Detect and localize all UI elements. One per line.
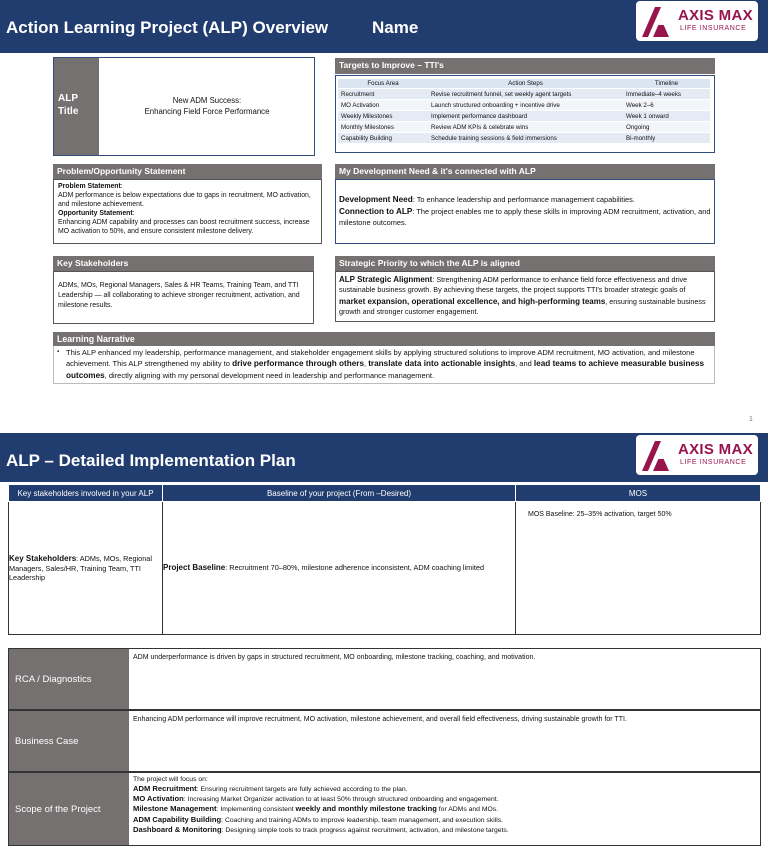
table-row bbox=[338, 111, 710, 122]
tti-cell: Revise recruitment funnel, set weekly agent targets bbox=[428, 89, 623, 100]
narrative-text-2: , directly aligning with my personal development need in leadership and performance management. bbox=[104, 370, 435, 380]
bullet-icon: ▪ bbox=[57, 349, 60, 355]
scope-item-text-2: for ADMs and MOs. bbox=[436, 806, 499, 814]
logo bbox=[636, 435, 758, 475]
tti-cell: Bi-monthly bbox=[623, 133, 710, 144]
list-item bbox=[133, 815, 754, 825]
targets-table bbox=[338, 79, 710, 143]
baseline-cell bbox=[163, 502, 516, 635]
col-mos: MOS bbox=[516, 485, 761, 502]
alp-title-value bbox=[100, 58, 314, 155]
table-row bbox=[338, 133, 710, 144]
rca-text: ADM underperformance is driven by gaps in structured recruitment, MO onboarding, milestone tracking, coaching, and motivation. bbox=[133, 654, 536, 661]
mos-cell bbox=[516, 502, 761, 635]
table-row bbox=[9, 502, 761, 635]
col-baseline: Baseline of your project (From –Desired) bbox=[163, 485, 516, 502]
development-need-text: : To enhance leadership and performance management capabilities. bbox=[412, 195, 635, 204]
stakeholders-cell-label: Key Stakeholders bbox=[9, 553, 77, 563]
scope-item-text: : Designing simple tools to track progress against recruitment, activation, and milestone targets. bbox=[221, 826, 509, 834]
scope-item-bold: weekly and monthly milestone tracking bbox=[295, 804, 437, 814]
tti-cell: Week 2–6 bbox=[623, 100, 710, 111]
tti-cell: Launch structured onboarding + incentive drive bbox=[428, 100, 623, 111]
problem-statement-text: ADM performance is below expectations due to gaps in recruitment, MO activation, and milestone achievement. bbox=[58, 191, 311, 208]
alp-title-label: ALP Title bbox=[58, 93, 79, 117]
tti-cell: Monthly Milestones bbox=[338, 122, 428, 133]
axis-max-logo-icon bbox=[642, 439, 674, 471]
tti-cell: Ongoing bbox=[623, 122, 710, 133]
scope-text bbox=[133, 776, 754, 835]
page-number: 1 bbox=[749, 416, 753, 423]
development-need-label: Development Need bbox=[339, 195, 413, 204]
col-stakeholders: Key stakeholders involved in your ALP bbox=[9, 485, 163, 502]
tti-cell: Week 1 onward bbox=[623, 111, 710, 122]
scope-item-label: Milestone Management bbox=[133, 804, 217, 814]
tti-cell: Recruitment bbox=[338, 89, 428, 100]
baseline-cell-label: Project Baseline bbox=[163, 563, 226, 572]
targets-header: Targets to Improve – TTI's bbox=[335, 58, 715, 74]
stakeholders-header: Key Stakeholders bbox=[53, 256, 314, 271]
opportunity-statement-label: Opportunity Statement bbox=[58, 209, 133, 217]
list-item bbox=[133, 794, 754, 804]
business-row bbox=[8, 710, 761, 772]
logo-brand: AXIS MAX bbox=[678, 441, 753, 458]
strategic-text-2: , ensuring sustainable business growth and stronger customer engagement. bbox=[339, 296, 706, 316]
list-item bbox=[133, 825, 754, 835]
business-text: Enhancing ADM performance will improve recruitment, MO activation, milestone achievement, and overall field effectiveness, driving sustainable growth for TTI. bbox=[133, 716, 627, 723]
scope-item-label: ADM Recruitment bbox=[133, 784, 197, 794]
alp-title-line-1: New ADM Success: bbox=[172, 96, 242, 105]
tti-col-timeline: Timeline bbox=[623, 79, 710, 89]
scope-item-text: : Implementing consistent bbox=[216, 806, 296, 814]
tti-cell: Schedule training sessions & field immersions bbox=[428, 133, 623, 144]
tti-cell: Implement performance dashboard bbox=[428, 111, 623, 122]
opportunity-statement-text: Enhancing ADM capability and processes can boost recruitment success, increase MO activation to 50%, and ensure consistent milestone delivery. bbox=[58, 218, 310, 235]
scope-item-label: MO Activation bbox=[133, 794, 184, 804]
strategic-box bbox=[335, 271, 715, 322]
narrative-header: Learning Narrative bbox=[53, 332, 715, 346]
name-label: Name bbox=[372, 18, 419, 37]
scope-item-text: : Ensuring recruitment targets are fully achieved according to the plan. bbox=[196, 786, 408, 794]
tti-cell: MO Activation bbox=[338, 100, 428, 111]
mos-cell-text: MOS Baseline: 25–35% activation, target 50% bbox=[528, 511, 672, 518]
scope-item-text: : Increasing Market Organizer activation to at least 50% through structured onboarding and engagement. bbox=[183, 796, 499, 804]
narrative-text-1: This ALP enhanced my leadership, performance management, and stakeholder engagement skills by applying structured solutions to improve ADM recruitment, MO activation, and milestone achievement. This ALP strengthened my ability to bbox=[66, 348, 695, 369]
stakeholders-text: ADMs, MOs, Regional Managers, Sales & HR Teams, Training Team, and TTI Leadership — all collaborating to achieve stronger recruitment, activation, and milestone results. bbox=[58, 282, 300, 309]
table-row bbox=[338, 89, 710, 100]
logo bbox=[636, 1, 758, 41]
strategic-bold: market expansion, operational excellence, and high-performing teams bbox=[339, 296, 606, 306]
connection-to-alp bbox=[339, 207, 710, 227]
alp-title-label-cell bbox=[54, 58, 99, 155]
scope-label: Scope of the Project bbox=[9, 773, 129, 845]
rca-label: RCA / Diagnostics bbox=[9, 649, 129, 709]
strategic-text-1: : Strengthening ADM performance to enhance field force effectiveness and drive sustainable business growth. By achieving these targets, the project supports TTI's broader strategic goals of bbox=[339, 275, 688, 295]
alp-title-box bbox=[53, 57, 315, 156]
tti-cell: Immediate–4 weeks bbox=[623, 89, 710, 100]
baseline-cell-text: : Recruitment 70–80%, milestone adherence inconsistent, ADM coaching limited bbox=[225, 563, 485, 572]
slide1-title: Action Learning Project (ALP) Overview bbox=[6, 18, 329, 37]
tti-col-steps: Action Steps bbox=[428, 79, 623, 89]
rca-row bbox=[8, 648, 761, 710]
table-row bbox=[338, 100, 710, 111]
problem-statement: Problem Statement: bbox=[58, 183, 123, 190]
strategic-label: ALP Strategic Alignment bbox=[339, 275, 433, 284]
narrative-sep-1: , bbox=[364, 359, 369, 369]
slide2-header bbox=[0, 433, 768, 482]
list-item bbox=[133, 784, 754, 794]
logo-brand: AXIS MAX bbox=[678, 7, 753, 24]
tti-cell: Weekly Milestones bbox=[338, 111, 428, 122]
opportunity-statement: Opportunity Statement: bbox=[58, 209, 135, 217]
scope-row bbox=[8, 772, 761, 846]
development-box bbox=[335, 179, 715, 244]
development-header: My Development Need & it's connected with ALP bbox=[335, 164, 715, 179]
business-label: Business Case bbox=[9, 711, 129, 771]
problem-header: Problem/Opportunity Statement bbox=[53, 164, 322, 179]
narrative-body bbox=[53, 346, 715, 384]
narrative-bold-1: drive performance through others bbox=[232, 359, 365, 369]
tti-cell: Capability Building bbox=[338, 133, 428, 144]
narrative-sep-2: , and bbox=[515, 359, 534, 369]
axis-max-logo-icon bbox=[642, 5, 674, 37]
logo-sub: LIFE INSURANCE bbox=[680, 25, 747, 32]
strategic-header: Strategic Priority to which the ALP is aligned bbox=[335, 256, 715, 271]
scope-item-text: : Coaching and training ADMs to improve leadership, team management, and execution skills. bbox=[221, 816, 504, 824]
stakeholders-box bbox=[53, 271, 314, 324]
implementation-table bbox=[8, 484, 761, 635]
slide2-title: ALP – Detailed Implementation Plan bbox=[6, 451, 296, 470]
connection-text: : The project enables me to apply these skills in improving ADM recruitment, activation, and milestone outcomes. bbox=[339, 206, 711, 227]
scope-intro: The project will focus on: bbox=[133, 776, 208, 783]
alp-title-line-2: Enhancing Field Force Performance bbox=[144, 106, 270, 116]
slide1-header bbox=[0, 0, 768, 53]
scope-item-label: ADM Capability Building bbox=[133, 814, 222, 824]
connection-label: Connection to ALP bbox=[339, 206, 413, 216]
development-need bbox=[339, 195, 635, 204]
stakeholders-cell-text: : ADMs, MOs, Regional Managers, Sales/HR, Training Team, TTI Leadership bbox=[9, 553, 152, 582]
narrative-bold-2: translate data into actionable insights bbox=[368, 359, 516, 369]
problem-statement-label: Problem Statement bbox=[58, 183, 121, 190]
logo-sub: LIFE INSURANCE bbox=[680, 459, 747, 466]
tti-col-focus: Focus Area bbox=[338, 79, 428, 89]
scope-item-label: Dashboard & Monitoring bbox=[133, 824, 222, 834]
tti-cell: Review ADM KPIs & celebrate wins bbox=[428, 122, 623, 133]
stakeholders-cell bbox=[9, 502, 163, 635]
list-item bbox=[133, 804, 754, 814]
problem-box bbox=[53, 179, 322, 244]
table-row bbox=[338, 122, 710, 133]
narrative-bold-3: lead teams to achieve measurable business outcomes bbox=[66, 359, 705, 380]
